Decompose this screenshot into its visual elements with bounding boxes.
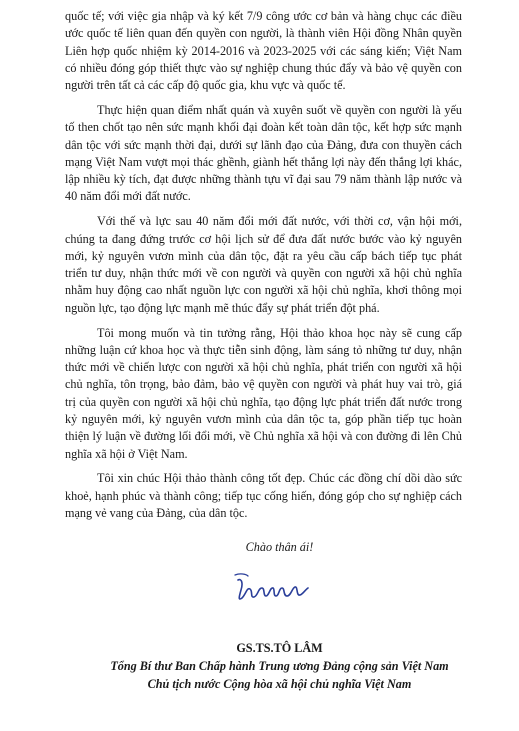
handwritten-signature [232, 570, 312, 606]
paragraph-1: quốc tế; với việc gia nhập và ký kết 7/9 công ước cơ bản và hàng chục các điều ước quốc tế liên quan đến quyền con người, là thành viên Hội đồng Nhân quyền Liên hợp quốc nhiệm kỳ 2014-2016 và 2023-2025 với các sáng kiến; Việt Nam có nhiều đóng góp thiết thực vào sự nghiệp chung thúc đẩy và bảo vệ quyền con người trên tất cả các cấp độ quốc gia, khu vực và quốc tế. [65, 9, 462, 93]
signer-title-party: Tổng Bí thư Ban Chấp hành Trung ương Đảng cộng sản Việt Nam [110, 659, 449, 674]
signer-title-state: Chủ tịch nước Cộng hòa xã hội chủ nghĩa Việt Nam [147, 677, 412, 692]
paragraph-5: Tôi xin chúc Hội thảo thành công tốt đẹp. Chúc các đồng chí dồi dào sức khoẻ, hạnh phúc và thành công; tiếp tục cống hiến, đóng góp cho sự nghiệp cách mạng vẻ vang của Đảng, của dân tộc. [65, 471, 462, 521]
signer-name: GS.TS.TÔ LÂM [236, 641, 323, 655]
paragraph-2: Thực hiện quan điểm nhất quán và xuyên suốt về quyền con người là yếu tố then chốt tạo nên sức mạnh khối đại đoàn kết toàn dân tộc, kết hợp sức mạnh dân tộc với sức mạnh thời đại, dưới sự lãnh đạo của Đảng, đưa con thuyền cách mạng Việt Nam vượt mọi thác ghềnh, giành hết thắng lợi này đến thắng lợi khác, lập nhiều kỳ tích, đạt được những thành tựu vĩ đại sau 79 năm thành lập nước và 40 năm đổi mới đất nước. [65, 102, 462, 204]
letter-body [65, 8, 462, 530]
signer-block [0, 639, 519, 694]
paragraph-4: Tôi mong muốn và tin tưởng rằng, Hội thảo khoa học này sẽ cung cấp những luận cứ khoa học và thực tiễn sinh động, làm sáng tỏ những tư duy, nhận thức mới về chiến lược con người xã hội chủ nghĩa, phát triển con người xã hội chủ nghĩa, tôn trọng, bảo đảm, bảo vệ quyền con người và phát huy vai trò, giá trị của quyền con người xã hội chủ nghĩa, tạo động lực phát triển đất nước trong kỷ nguyên mới, kỷ nguyên vươn mình của dân tộc ta, góp phần tiếp tục hoàn thiện lý luận về đường lối đổi mới, về Chủ nghĩa xã hội và con đường đi lên Chủ nghĩa xã hội ở Việt Nam. [65, 325, 462, 461]
closing-greeting: Chào thân ái! [245, 540, 314, 554]
paragraph-3: Với thế và lực sau 40 năm đổi mới đất nước, với thời cơ, vận hội mới, chúng ta đang đứng trước cơ hội lịch sử để đưa đất nước bước vào kỷ nguyên mới, kỷ nguyên vươn mình của dân tộc, đặt ra yêu cầu cấp bách tiếp tục phát triển tư duy, nhận thức mới về con người và quyền con người xã hội chủ nghĩa nhằm huy động cao nhất nguồn lực con người xã hội chủ nghĩa, khơi thông mọi nguồn lực, tạo động lực mạnh mẽ thúc đẩy sự phát triển đột phá. [65, 214, 462, 315]
